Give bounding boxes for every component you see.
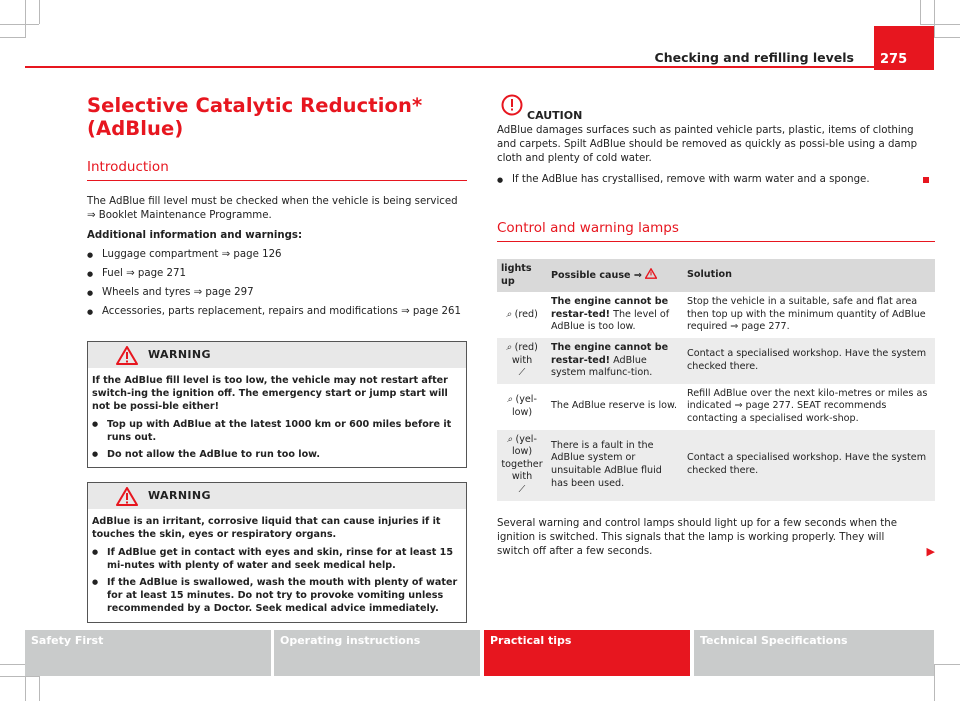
- table-row: [497, 338, 935, 384]
- crop-mark: [934, 0, 935, 38]
- list-item: ● Luggage compartment ⇒ page 126: [87, 248, 467, 262]
- warning-title: WARNING: [148, 348, 211, 361]
- solution-cell: Contact a specialised workshop. Have the system checked there.: [683, 430, 935, 501]
- cause-cell: [547, 338, 683, 384]
- warning-body: [88, 509, 466, 621]
- warning-item: ● If AdBlue get in contact with eyes and skin, rinse for at least 15 mi-nutes with plenty of water and seek medical help.: [92, 546, 460, 572]
- cause-cell: [547, 384, 683, 430]
- caution-circle-icon: [501, 94, 523, 116]
- crop-mark: [39, 676, 40, 701]
- right-column: [497, 94, 935, 559]
- caution-text: AdBlue damages surfaces such as painted vehicle parts, plastic, items of clothing and carpets. Spilt AdBlue should be removed as quickly as possi-ble using a damp cloth and plenty of cold water.: [497, 125, 918, 164]
- warning-box: [87, 341, 467, 468]
- footer-tab-label: Operating instructions: [280, 634, 421, 647]
- after-text: Several warning and control lamps should light up for a few seconds when the ignition is switched. This signals that the lamp is working properly. They will switch off after a few seconds.: [497, 517, 897, 557]
- running-header: Checking and refilling levels: [654, 50, 854, 65]
- crop-mark: [0, 37, 25, 38]
- table-row: [497, 384, 935, 430]
- crop-mark: [39, 0, 40, 24]
- crop-mark: [25, 0, 26, 38]
- cause-text: The AdBlue reserve is low.: [551, 400, 678, 412]
- crop-mark: [920, 24, 960, 25]
- footer-tab-technical[interactable]: [694, 630, 934, 676]
- column-header-text: Possible cause ⇒: [551, 270, 642, 282]
- cause-text: AdBlue system malfunc-tion.: [551, 354, 653, 379]
- warning-title: WARNING: [148, 489, 211, 503]
- footer-tab-label: Safety First: [31, 634, 104, 647]
- crop-mark: [0, 664, 25, 665]
- footer-tab-practical[interactable]: [484, 630, 690, 676]
- lamps-heading: Control and warning lamps: [497, 220, 935, 242]
- crop-mark: [0, 676, 39, 677]
- adblue-lamp-icon: ⌕: [506, 341, 512, 353]
- continue-arrow-icon: ▶: [926, 544, 935, 558]
- caution-item: [497, 173, 935, 187]
- column-header: [547, 259, 683, 292]
- warning-text: AdBlue is an irritant, corrosive liquid that can cause injuries if it touches the skin, eyes or respiratory organs.: [92, 516, 441, 541]
- table-header-row: [497, 259, 935, 292]
- engine-fault-icon: ⟋: [518, 483, 526, 495]
- solution-cell: Refill AdBlue over the next kilo-metres or miles as indicated ⇒ page 277. SEAT recommends contacting a specialised work-shop.: [687, 387, 928, 424]
- page-number-box: [874, 26, 934, 70]
- cause-bold: The engine cannot be restar-ted!: [551, 341, 669, 366]
- engine-fault-icon: ⟋: [518, 367, 526, 379]
- light-cell: [497, 430, 547, 501]
- light-text: (red): [514, 308, 538, 320]
- caution-item-text: If the AdBlue has crystallised, remove with warm water and a sponge.: [512, 174, 870, 185]
- cause-bold: The engine cannot be restar-ted!: [551, 296, 669, 320]
- crop-mark: [934, 664, 935, 701]
- adblue-lamp-icon: ⌕: [507, 394, 513, 406]
- list-item: ● Accessories, parts replacement, repairs and modifications ⇒ page 261: [87, 305, 467, 319]
- cause-text: The level of AdBlue is too low.: [551, 308, 670, 333]
- warning-header: [88, 483, 466, 509]
- adblue-lamp-icon: ⌕: [507, 433, 513, 445]
- warning-header: [88, 342, 466, 368]
- adblue-lamp-icon: ⌕: [506, 308, 512, 320]
- light-text: (yel-low): [511, 394, 537, 418]
- page-number: 275: [880, 52, 908, 67]
- warning-text: If the AdBlue fill level is too low, the vehicle may not restart after switch-ing the ignition off. The emergency start or jump start will not be possi-ble either!: [92, 375, 448, 413]
- warning-item: ● Do not allow the AdBlue to run too low.: [92, 448, 460, 461]
- list-item: ● Fuel ⇒ page 271: [87, 267, 467, 281]
- light-cell: [497, 384, 547, 430]
- crop-mark: [934, 37, 960, 38]
- warning-item: ● If the AdBlue is swallowed, wash the mouth with plenty of water for at least 15 minutes. Do not try to provoke vomiting unless recommended by a Doctor. Seek medical advice immediately.: [92, 576, 460, 616]
- light-text: (yel-low) together with: [501, 433, 543, 483]
- caution-header: [497, 94, 935, 122]
- crop-mark: [0, 24, 39, 25]
- light-cell: [497, 292, 547, 338]
- caution-title: CAUTION: [527, 109, 583, 122]
- intro-heading: Introduction: [87, 159, 467, 181]
- left-column: [87, 94, 467, 623]
- footer-tab-operating[interactable]: [274, 630, 480, 676]
- end-mark: [923, 177, 929, 183]
- footer-tab-label: Technical Specifications: [700, 634, 848, 647]
- column-header: Solution: [683, 259, 935, 292]
- footer-tab-safety[interactable]: [25, 630, 271, 676]
- warning-item: ● Top up with AdBlue at the latest 1000 km or 600 miles before it runs out.: [92, 418, 460, 444]
- crop-mark: [934, 664, 960, 665]
- light-text: (red) with: [511, 341, 538, 366]
- warning-box: [87, 482, 467, 622]
- warning-triangle-icon: [116, 487, 138, 506]
- warning-triangle-icon: [116, 346, 138, 365]
- section-title: Selective Catalytic Reduction* (AdBlue): [87, 94, 423, 140]
- crop-mark: [920, 0, 921, 24]
- table-row: [497, 430, 935, 501]
- warning-body: [88, 368, 466, 467]
- list-item: ● Wheels and tyres ⇒ page 297: [87, 286, 467, 300]
- additional-label: Additional information and warnings:: [87, 230, 303, 241]
- cause-text: There is a fault in the AdBlue system or unsuitable AdBlue fluid has been used.: [551, 439, 662, 489]
- header-rule: [25, 66, 875, 68]
- lamps-table: [497, 259, 935, 501]
- table-row: [497, 292, 935, 338]
- cause-cell: [547, 292, 683, 338]
- warning-triangle-icon: [645, 268, 657, 279]
- cause-cell: [547, 430, 683, 501]
- solution-cell: Contact a specialised workshop. Have the system checked there.: [683, 338, 935, 384]
- lamps-after-text: [497, 517, 935, 559]
- footer-tab-label: Practical tips: [490, 634, 572, 647]
- solution-cell: Stop the vehicle in a suitable, safe and flat area then top up with the minimum quantity of AdBlue required ⇒ page 277.: [687, 296, 926, 333]
- intro-paragraph: The AdBlue fill level must be checked when the vehicle is being serviced ⇒ Booklet Maintenance Programme.: [87, 196, 458, 221]
- light-cell: [497, 338, 547, 384]
- column-header: lights up: [497, 259, 547, 292]
